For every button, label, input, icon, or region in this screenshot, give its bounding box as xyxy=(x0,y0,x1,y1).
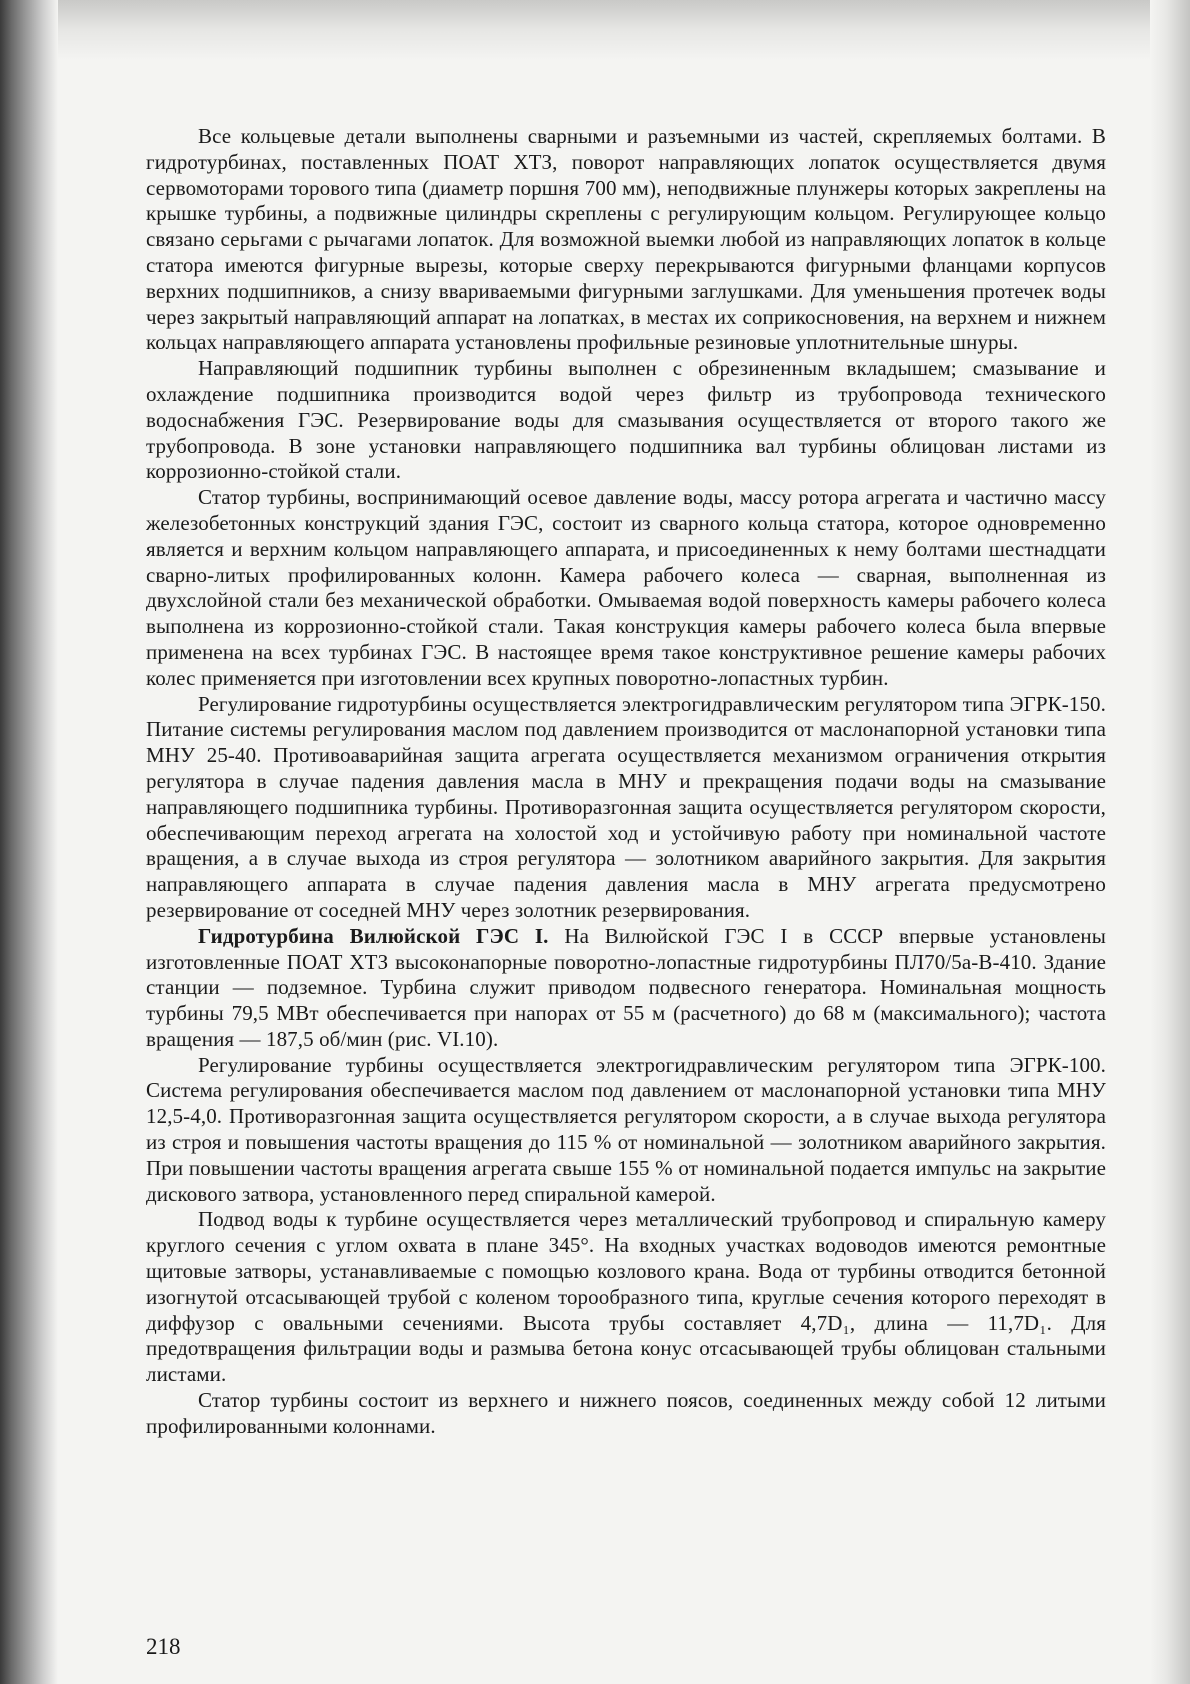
scan-shadow-right xyxy=(1150,0,1190,1684)
section-heading-vilyuy: Гидротурбина Вилюйской ГЭС I. xyxy=(198,923,549,948)
paragraph-vilyuy-text: На Вилюйской ГЭС I в СССР впервые установлены изготовленные ПОАТ ХТЗ высоконапорные поворотно-лопастные гидротурбины ПЛ70/5а-В-410. Здание станции — подземное. Турбина служит приводом подвесного генератора. Номинальная мощность турбины 79,5 МВт обеспечивается при напорах от 55 м (расчетного) до 68 м (максимального); частота вращения — 187,5 об/мин (рис. VI.10). xyxy=(146,923,1106,1051)
scan-shadow-top xyxy=(58,0,1190,60)
paragraph-water-supply: Подвод воды к турбине осуществляется через металлический трубопровод и спиральную камеру круглого сечения с углом охвата в плане 345°. На входных участках водоводов имеются ремонтные щитовые затворы, устанавливаемые с помощью козлового крана. Вода от турбины отводится бетонной изогнутой отсасывающей трубой с коленом торообразного типа, круглые сечения которого переходят в диффузор с овальными сечениями. Высота трубы составляет 4,7D₁, длина — 11,7D₁. Для предотвращения фильтрации воды и размыва бетона конус отсасывающей трубы облицован стальными листами. xyxy=(146,1207,1106,1387)
paragraph-guide-bearing: Направляющий подшипник турбины выполнен с обрезиненным вкладышем; смазывание и охлаждение подшипника производится водой через фильтр из трубопровода технического водоснабжения ГЭС. Резервирование воды для смазывания осуществляется от второго такого же трубопровода. В зоне установки направляющего подшипника вал турбины облицован листами из коррозионно-стойкой стали. xyxy=(146,356,1106,484)
paragraph-stator-belts: Статор турбины состоит из верхнего и нижнего поясов, соединенных между собой 12 литыми профилированными колоннами. xyxy=(146,1388,1106,1438)
paragraph-vilyuy-turbine xyxy=(146,924,1106,1053)
paragraph-stator: Статор турбины, воспринимающий осевое давление воды, массу ротора агрегата и частично массу железобетонных конструкций здания ГЭС, состоит из сварного кольца статора, которое одновременно является и верхним кольцом направляющего аппарата, и присоединенных к нему болтами шестнадцати сварно-литых профилированных колонн. Камера рабочего колеса — сварная, выполненная из двухслойной стали без механической обработки. Омываемая водой поверхность камеры рабочего колеса выполнена из коррозионно-стойкой стали. Такая конструкция камеры рабочего колеса была впервые применена на всех турбинах ГЭС. В настоящее время такое конструктивное решение камеры рабочих колес применяется при изготовлении всех крупных поворотно-лопастных турбин. xyxy=(146,485,1106,690)
scan-shadow-left xyxy=(0,0,58,1684)
paragraph-regulation-egrk100: Регулирование турбины осуществляется электрогидравлическим регулятором типа ЭГРК-100. Система регулирования обеспечивается маслом под давлением от маслонапорной установки типа МНУ 12,5-4,0. Противоразгонная защита осуществляется регулятором скорости, а в случае выхода регулятора из строя и повышения частоты вращения до 115 % от номинальной — золотником аварийного закрытия. При повышении частоты вращения агрегата свыше 155 % от номинальной подается импульс на закрытие дискового затвора, установленного перед спиральной камерой. xyxy=(146,1052,1106,1206)
paragraph-regulation-egrk150: Регулирование гидротурбины осуществляется электрогидравлическим регулятором типа ЭГРК-150. Питание системы регулирования маслом под давлением производится от маслонапорной установки типа МНУ 25-40. Противоаварийная защита агрегата осуществляется механизмом ограничения открытия регулятора в случае падения давления масла в МНУ и прекращения подачи воды на смазывание направляющего подшипника турбины. Противоразгонная защита осуществляется регулятором скорости, обеспечивающим переход агрегата на холостой ход и устойчивую работу при номинальной частоте вращения, а в случае выхода из строя регулятора — золотником аварийного закрытия. Для закрытия направляющего аппарата в случае падения давления масла в МНУ агрегата предусмотрено резервирование от соседней МНУ через золотник резервирования. xyxy=(146,691,1106,922)
page-number: 218 xyxy=(146,1634,181,1659)
document-body xyxy=(146,124,1106,1440)
paragraph-ring-details: Все кольцевые детали выполнены сварными и разъемными из частей, скрепляемых болтами. В гидротурбинах, поставленных ПОАТ ХТЗ, поворот направляющих лопаток осуществляется двумя сервомоторами торового типа (диаметр поршня 700 мм), неподвижные плунжеры которых закреплены на крышке турбины, а подвижные цилиндры скреплены с регулирующим кольцом. Регулирующее кольцо связано серьгами с рычагами лопаток. Для возможной выемки любой из направляющих лопаток в кольце статора имеются фигурные вырезы, которые сверху перекрываются фигурными фланцами корпусов верхних подшипников, а снизу ввариваемыми фигурными заглушками. Для уменьшения протечек воды через закрытый направляющий аппарат на лопатках, в местах их соприкосновения, на верхнем и нижнем кольцах направляющего аппарата установлены профильные резиновые уплотнительные шнуры. xyxy=(146,124,1106,355)
